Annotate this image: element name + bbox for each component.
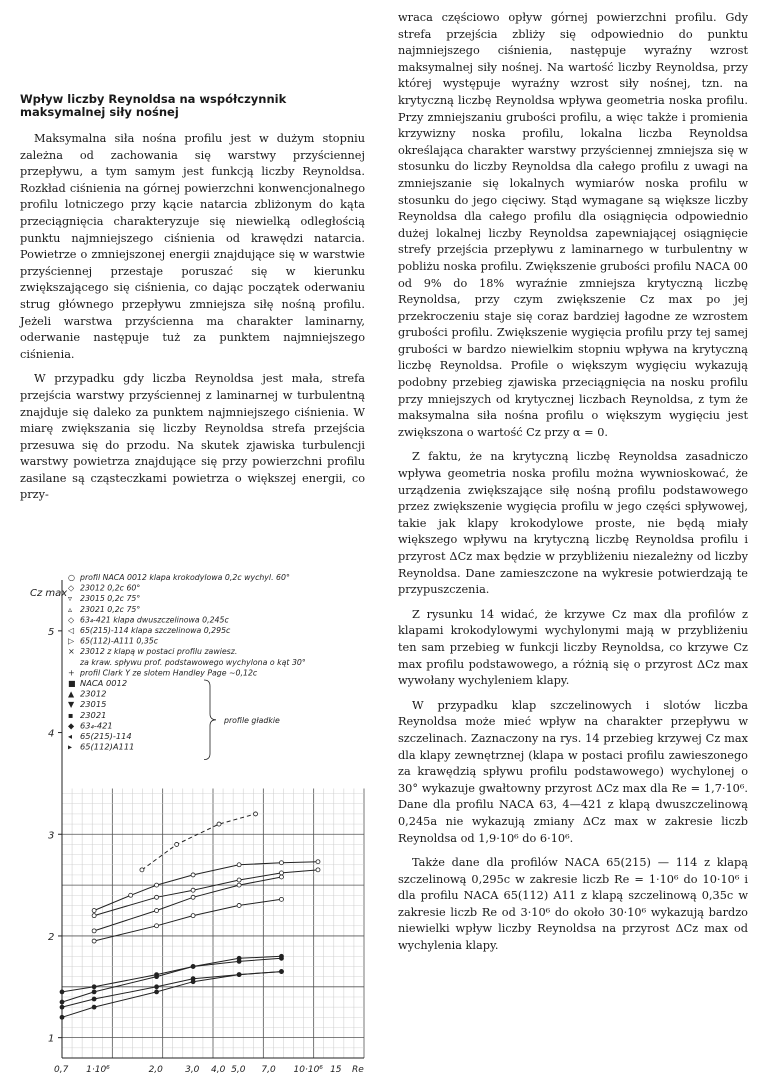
legend-marker: ▵ [68, 604, 73, 614]
legend-marker: ▲ [68, 689, 75, 699]
legend-marker: ▿ [68, 594, 73, 604]
right-paragraph-4: W przypadku klap szczelinowych i slotów liczba Reynoldsa może mieć wpływ na charakter przepływu w szczelinach. Zaznaczony na rys. 14 przebieg krzywej Cz max dla klapy zewnętrznej (klapa w postaci profilu zawieszonego za krawędzią spływu profilu podstawowego) wychylonej o 30° wykazuje gwałtowny przyrost ΔCz max dla Re = 1,7·10⁶. Dane dla profilu NACA 63, 4—421 z klapą dwuszczelinową 0,245a nie wykazują zmiany ΔCz max w zakresie liczb Reynoldsa od 1,9·10⁶ do 6·10⁶. [398, 698, 748, 845]
right-column [398, 10, 748, 963]
data-point [92, 939, 96, 943]
data-point [191, 873, 195, 877]
data-point [237, 903, 241, 907]
series-line [94, 862, 318, 911]
legend-entry: 23012 [80, 688, 107, 699]
legend-marker: ◆ [68, 721, 75, 731]
y-axis-label: Cz max [30, 588, 68, 599]
data-point [92, 909, 96, 913]
data-point [191, 895, 195, 899]
legend-entry: NACA 0012 [80, 678, 128, 688]
legend-entry: 23015 [80, 699, 107, 710]
y-tick-label: 2 [48, 931, 55, 943]
y-tick-label: 4 [48, 728, 55, 740]
y-tick-label: 3 [48, 830, 55, 842]
x-tick-label: 15 [330, 1065, 342, 1075]
legend-entry: 23012 0,2c 60° [80, 583, 141, 593]
x-tick-label: 7,0 [261, 1065, 276, 1075]
data-point [92, 997, 96, 1001]
data-point [237, 959, 241, 963]
series-line [142, 814, 256, 870]
legend-entry: 65(112)A111 [80, 741, 135, 752]
data-point [191, 977, 195, 981]
data-point [92, 929, 96, 933]
cz-max-chart [28, 560, 378, 1080]
left-paragraph-1: Maksymalna siła nośna profilu jest w dużym stopniu zależna od zachowania się warstwy przyściennej przepływu, a tym samym jest funkcją liczby Reynoldsa. Rozkład ciśnienia na górnej powierzchni konwencjonalnego profilu lotniczego przy kącie natarcia zbliżonym do kąta przeciągnięcia charakteryzuje się niewielką odległością punktu najmniejszego ciśnienia od krawędzi natarcia. Powietrze o zmniejszonej energii znajdujące się w warstwie przyściennej przestaje poruszać się w kierunku zwiększającego się ciśnienia, co dając początek oderwaniu strug głównego przepływu zmniejsza siłę nośną profilu. Jeżeli warstwa przyścienna ma charakter laminarny, oderwanie następuje tuż za punktem najmniejszego ciśnienia. [20, 132, 365, 361]
legend-entry: profil Clark Y ze slotem Handley Page ~0,12c [80, 668, 258, 678]
legend-entry: 23021 0,2c 75° [80, 604, 141, 614]
legend-marker: ▪ [68, 710, 74, 720]
right-paragraph-2: Z faktu, że na krytyczną liczbę Reynoldsa zasadniczo wpływa geometria noska profilu można wywnioskować, że urządzenia zwiększające siłę nośną profilu podstawowego przez zwiększenie wygięcia profilu w jego części spływowej, takie jak klapy krokodylowe proste, nie będą miały większego wpływu na krytyczną liczbę Reynoldsa profilu i przyrost ΔCz max będzie w przybliżeniu niezależny od liczby Reynoldsa. Dane zamieszczone na wykresie potwierdzają te przypuszczenia. [398, 450, 748, 597]
series-line [62, 972, 282, 1008]
x-tick-label: 4,0 [211, 1065, 226, 1075]
data-point [92, 1005, 96, 1009]
legend-entry: 65(112)-A111 0,35c [80, 636, 159, 646]
legend-marker: + [68, 668, 75, 678]
data-point [191, 964, 195, 968]
data-point [254, 812, 258, 816]
legend-entry: profil NACA 0012 klapa krokodylowa 0,2c wychyl. 60° [80, 573, 290, 582]
data-point [155, 990, 159, 994]
legend-marker: ◂ [68, 732, 73, 741]
data-point [60, 1005, 64, 1009]
legend-entry: 23021 [80, 709, 107, 720]
data-point [279, 861, 283, 865]
data-point [279, 897, 283, 901]
x-tick-label: 1·10⁶ [86, 1065, 110, 1075]
x-tick-label: 2,0 [148, 1065, 163, 1075]
x-tick-label: 5,0 [231, 1065, 246, 1075]
legend-marker: ◇ [68, 615, 75, 625]
data-point [92, 990, 96, 994]
data-point [175, 842, 179, 846]
legend-entry: 63₄-421 [80, 720, 113, 731]
data-point [279, 956, 283, 960]
data-point [316, 868, 320, 872]
left-paragraph-2: W przypadku gdy liczba Reynoldsa jest mała, strefa przejścia warstwy przyściennej z laminarnej w turbulentną znajduje się daleko za punktem najmniejszego ciśnienia. W miarę zwiększania się liczby Reynoldsa strefa przejścia przesuwa się do przodu. Na skutek zjawiska turbulencji warstwy powietrza znajdujące się przy powierzchni profilu zasilane są cząsteczkami powietrza o większej energii, co przy- [20, 372, 365, 502]
x-tick-label: Re [352, 1065, 364, 1075]
data-point [60, 1015, 64, 1019]
data-point [155, 985, 159, 989]
legend-entry: 65(215)-114 [80, 731, 132, 741]
legend-marker: ◁ [68, 626, 75, 635]
right-paragraph-5: Także dane dla profilów NACA 65(215) — 114 z klapą szczelinową 0,295c w zakresie liczb Re = 1·10⁶ do 10·10⁶ i dla profilu NACA 65(112) A11 z klapą szczelinową 0,35c w zakresie liczb Re od 3·10⁶ do około 30·10⁶ wykazują bardzo niewielki wpływ liczby Reynoldsa na przyrost ΔCz max od wychylenia klapy. [398, 856, 748, 953]
data-point [92, 985, 96, 989]
data-point [279, 871, 283, 875]
x-tick-label: 10·10⁶ [293, 1065, 323, 1075]
legend-marker: ◇ [68, 583, 75, 593]
data-point [191, 914, 195, 918]
data-point [129, 893, 133, 897]
data-point [60, 990, 64, 994]
legend-marker: ▸ [68, 742, 73, 752]
legend-entry: profile gładkie [224, 716, 280, 726]
legend-marker: ■ [68, 679, 76, 688]
data-point [155, 924, 159, 928]
data-point [155, 909, 159, 913]
legend-marker: × [68, 647, 75, 657]
legend-entry: 63₄-421 klapa dwuszczelinowa 0,245c [80, 615, 229, 625]
data-point [237, 863, 241, 867]
data-point [60, 1000, 64, 1004]
y-tick-label: 5 [48, 626, 55, 638]
data-point [155, 895, 159, 899]
chart-legend [67, 573, 306, 760]
x-tick-label: 3,0 [185, 1065, 200, 1075]
data-point [237, 878, 241, 882]
data-point [140, 868, 144, 872]
data-point [155, 883, 159, 887]
data-point [237, 973, 241, 977]
series-line [94, 870, 318, 916]
right-paragraph-1: wraca częściowo opływ górnej powierzchni profilu. Gdy strefa przejścia zbliży się odpowiednio do punktu najmniejszego ciśnienia, następuje wyraźny wzrost maksymalnej siły nośnej. Na wartość liczby Reynoldsa, przy której występuje wyraźny wzrost siły nośnej, tzn. na krytyczną liczbę Reynoldsa wpływa geometria noska profilu. Przy zmniejszaniu grubości profilu, a więc także i promienia krzywizny noska profilu, lokalna liczba Reynoldsa określająca charakter warstwy przyściennej zmniejsza się w stosunku do liczby Reynoldsa dla całego profilu z uwagi na zmniejszanie się lokalnych wymiarów noska profilu w stosunku do jego cięciwy. Stąd wymagane są większe liczby Reynoldsa dla całego profilu dla osiągnięcia odpowiednio dużej lokalnej liczby Reynoldsa zapewniającej osiągnięcie strefy przejścia przepływu z laminarnego w turbulentny w pobliżu noska profilu. Zwiększenie grubości profilu NACA 00 od 9% do 18% wyraźnie zmniejsza krytyczną liczbę Reynoldsa, przy czym zwiększenie Cz max po jej przekroczeniu staje się coraz bardziej łagodne ze wzrostem grubości profilu. Zwiększenie wygięcia profilu przy tej samej grubości w bardzo niewielkim stopniu wpływa na krytyczną liczbę Reynoldsa. Profile o większym wygięciu wykazują podobny przebieg zjawiska przeciągnięcia na nosku profilu przy mniejszych od krytycznej liczbach Reynoldsa, z tym że maksymalna siła nośna profilu o większym wygięciu jest zwiększona o wartość Cz przy α = 0. [398, 11, 748, 439]
legend-entry: 23015 0,2c 75° [80, 594, 141, 604]
legend-entry: 65(215)-114 klapa szczelinowa 0,295c [80, 626, 231, 635]
legend-entry: za kraw. spływu prof. podstawowego wychylona o kąt 30° [80, 657, 306, 667]
data-point [191, 888, 195, 892]
right-paragraph-3: Z rysunku 14 widać, że krzywe Cz max dla profilów z klapami krokodylowymi wychylonymi mają w przybliżeniu ten sam przebieg w funkcji liczby Reynoldsa, co krzywe Cz max profilu podstawowego, a różnią się o przyrost ΔCz max wywołany wychyleniem klapy. [398, 607, 748, 688]
data-point [279, 970, 283, 974]
legend-marker: ○ [68, 573, 75, 582]
data-point [92, 914, 96, 918]
data-point [316, 860, 320, 864]
legend-entry: 23012 z klapą w postaci profilu zawiesz. [80, 647, 238, 657]
legend-brace [204, 680, 216, 760]
data-point [217, 822, 221, 826]
data-point [279, 875, 283, 879]
left-column [20, 93, 365, 512]
legend-marker: ▷ [68, 636, 75, 646]
x-tick-label: 0,7 [54, 1065, 69, 1075]
y-tick-label: 1 [48, 1033, 55, 1045]
series-line [62, 972, 282, 1018]
legend-marker: ▼ [68, 700, 75, 710]
data-point [237, 883, 241, 887]
data-point [155, 973, 159, 977]
section-heading: Wpływ liczby Reynoldsa na współczynnik maksymalnej siły nośnej [20, 92, 287, 119]
series-line [62, 956, 282, 1002]
figure-14 [28, 560, 378, 1080]
